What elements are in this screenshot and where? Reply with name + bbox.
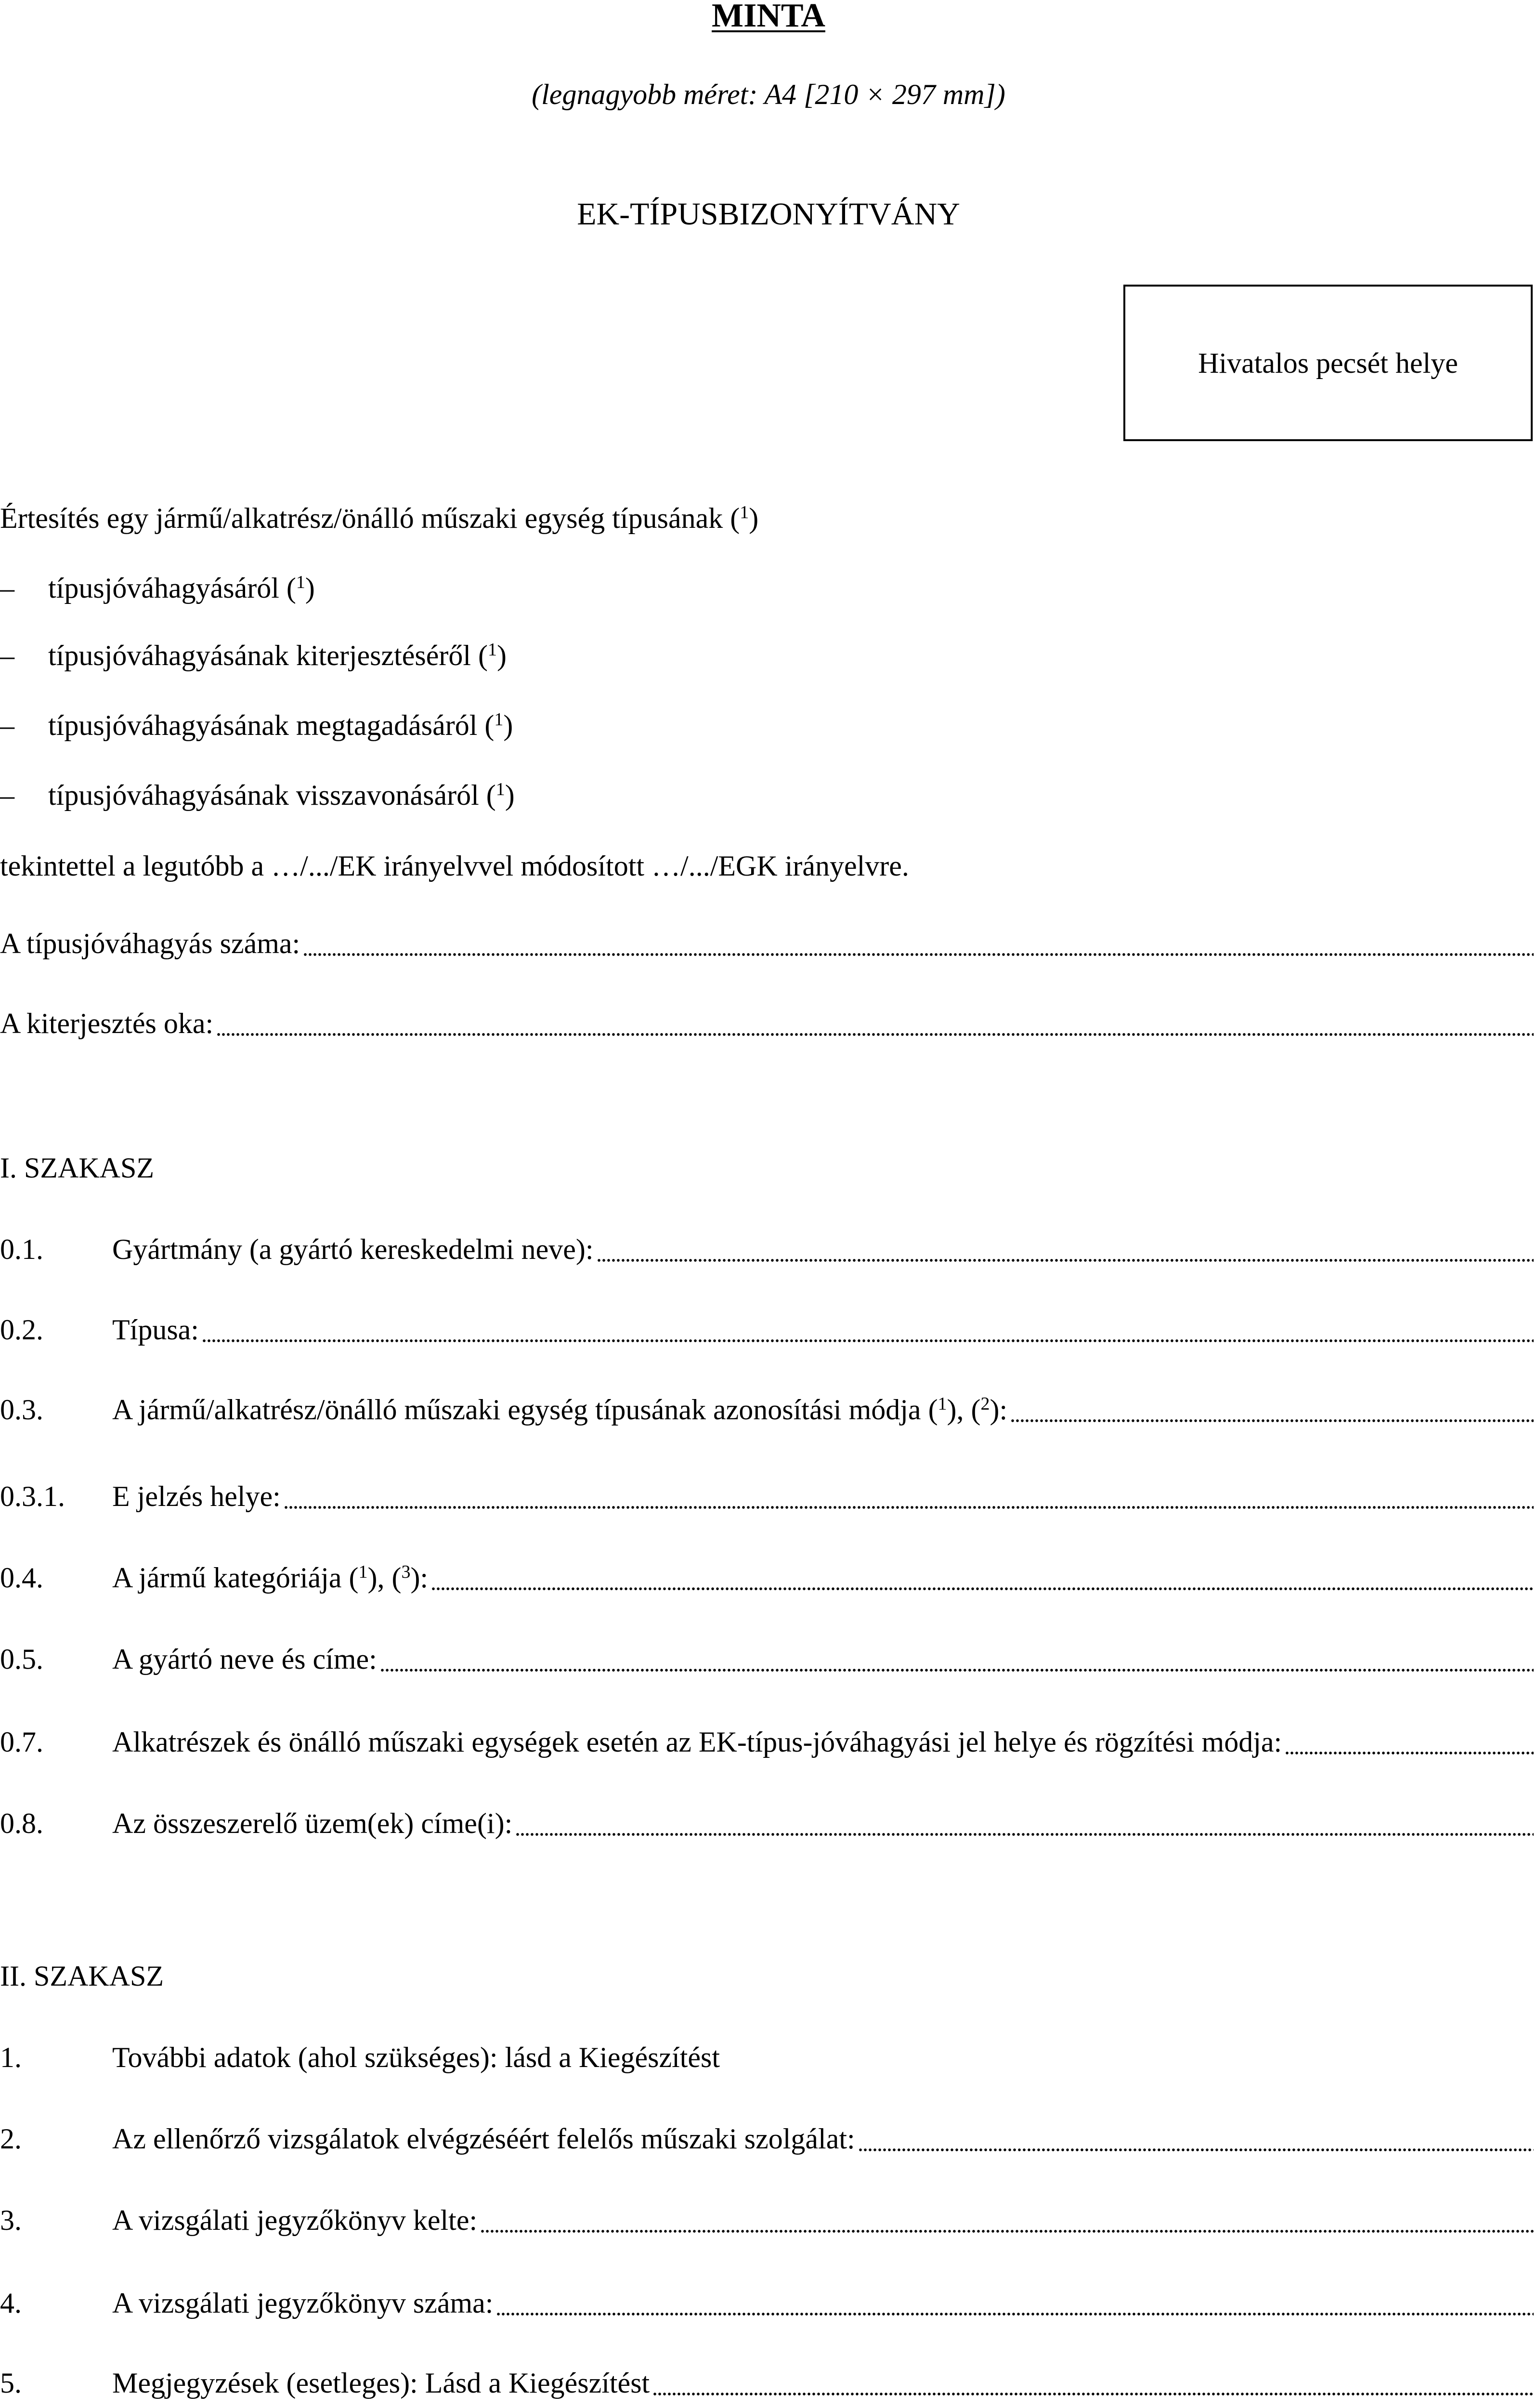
- item-label: A jármű/alkatrész/önálló műszaki egység típusának azonosítási módja ($^1$), ($^2$):: [112, 1394, 1008, 1426]
- stamp-label: Hivatalos pecsét helye: [1198, 347, 1458, 379]
- dotted-fill-line: [1010, 1419, 1534, 1422]
- dash-glyph: –: [0, 709, 14, 741]
- item-number: 4.: [0, 2287, 22, 2319]
- regard-line: tekintettel a legutóbb a …/.../EK irányelvvel módosított …/.../EGK irányelvre.: [0, 850, 909, 882]
- dotted-fill-line: [858, 2148, 1534, 2151]
- dotted-fill-line: [597, 1259, 1534, 1262]
- extension-reason-field[interactable]: [0, 1009, 1534, 1038]
- dotted-fill-line: [480, 2230, 1534, 2233]
- item-number: 0.8.: [0, 1807, 43, 1839]
- item-label: E jelzés helye:: [112, 1480, 281, 1512]
- form-row[interactable]: [0, 2289, 1534, 2317]
- item-number: 0.3.: [0, 1394, 43, 1426]
- dash-glyph: –: [0, 572, 14, 604]
- dotted-fill-line: [284, 1506, 1534, 1509]
- dotted-fill-line: [431, 1587, 1534, 1590]
- bullet-item: – típusjóváhagyásának kiterjesztéséről ($^1$): [0, 640, 507, 671]
- document-title: EK-TÍPUSBIZONYÍTVÁNY: [577, 196, 960, 232]
- form-row[interactable]: [0, 1482, 1534, 1511]
- dotted-fill-line: [496, 2313, 1534, 2316]
- form-row[interactable]: [0, 2369, 1534, 2397]
- form-row[interactable]: [0, 1563, 1534, 1592]
- form-row[interactable]: [0, 1727, 1534, 1756]
- item-label: Megjegyzések (esetleges): Lásd a Kiegészítést: [112, 2367, 650, 2399]
- form-row[interactable]: [0, 2124, 1534, 2153]
- field-label: A kiterjesztés oka:: [0, 1008, 214, 1039]
- item-label: Típusa:: [112, 1314, 199, 1346]
- dotted-fill-line: [216, 1033, 1534, 1036]
- item-label: A gyártó neve és címe:: [112, 1643, 377, 1675]
- item-label: Az összeszerelő üzem(ek) címe(i):: [112, 1807, 513, 1839]
- dash-glyph: –: [0, 779, 14, 811]
- item-number: 5.: [0, 2367, 22, 2399]
- item-number: 0.2.: [0, 1314, 43, 1346]
- item-number: 3.: [0, 2204, 22, 2236]
- size-note: (legnagyobb méret: A4 [210 × 297 mm]): [532, 79, 1005, 110]
- bullet-item: – típusjóváhagyásáról ($^1$): [0, 572, 315, 604]
- official-stamp-box: [1123, 285, 1533, 441]
- dotted-fill-line: [380, 1669, 1534, 1672]
- item-label: További adatok (ahol szükséges): lásd a Kiegészítést: [112, 2042, 720, 2073]
- item-number: 0.5.: [0, 1643, 43, 1675]
- item-label: A vizsgálati jegyzőkönyv száma:: [112, 2287, 494, 2319]
- item-label: A vizsgálati jegyzőkönyv kelte:: [112, 2204, 478, 2236]
- item-number: 2.: [0, 2123, 22, 2155]
- item-number: 0.7.: [0, 1726, 43, 1758]
- item-label: A jármű kategóriája ($^1$), ($^3$):: [112, 1562, 429, 1594]
- form-row[interactable]: [0, 1645, 1534, 1674]
- approval-number-field[interactable]: [0, 929, 1534, 958]
- notification-line: [0, 504, 758, 533]
- form-row[interactable]: [0, 1315, 1534, 1344]
- dash-glyph: –: [0, 640, 14, 671]
- item-number: 1.: [0, 2042, 22, 2073]
- item-label: Az ellenőrző vizsgálatok elvégzéséért felelős műszaki szolgálat:: [112, 2123, 855, 2155]
- section-heading: II. SZAKASZ: [0, 1960, 164, 1992]
- form-row[interactable]: [0, 1809, 1534, 1838]
- item-number: 0.3.1.: [0, 1480, 65, 1512]
- item-number: 0.1.: [0, 1233, 43, 1265]
- dotted-fill-line: [515, 1833, 1534, 1836]
- page-title: MINTA: [712, 0, 825, 34]
- form-row[interactable]: [0, 2206, 1534, 2235]
- bullet-item: – típusjóváhagyásának visszavonásáról ($^1$): [0, 779, 515, 811]
- notification-text: Értesítés egy jármű/alkatrész/önálló műszaki egység típusának ($^1$): [0, 502, 759, 534]
- dotted-fill-line: [202, 1339, 1534, 1342]
- item-label: Gyártmány (a gyártó kereskedelmi neve):: [112, 1233, 594, 1265]
- form-row: [0, 2043, 1534, 2072]
- bullet-item: – típusjóváhagyásának megtagadásáról ($^1$): [0, 709, 513, 741]
- dotted-fill-line: [303, 953, 1534, 956]
- form-row[interactable]: [0, 1235, 1534, 1264]
- form-row[interactable]: [0, 1395, 1534, 1424]
- dotted-fill-line: [1285, 1752, 1534, 1754]
- item-number: 0.4.: [0, 1562, 43, 1594]
- item-label: Alkatrészek és önálló műszaki egységek esetén az EK-típus-jóváhagyási jel helye és rögzítési módja:: [112, 1726, 1282, 1758]
- field-label: A típusjóváhagyás száma:: [0, 928, 300, 959]
- dotted-fill-line: [652, 2393, 1534, 2395]
- section-heading: I. SZAKASZ: [0, 1152, 155, 1184]
